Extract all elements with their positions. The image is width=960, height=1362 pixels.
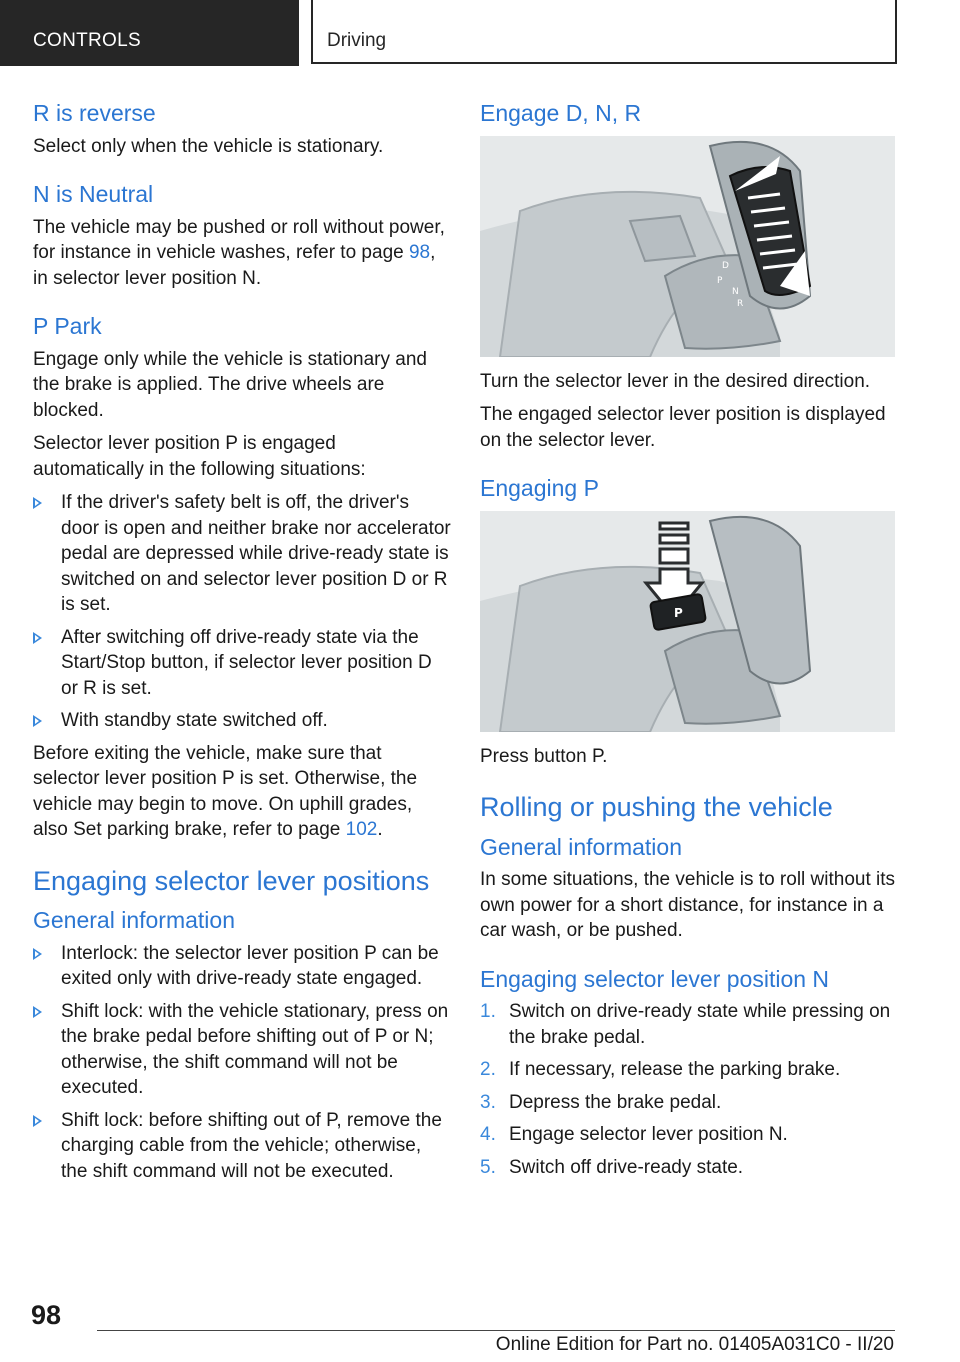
list-item: 1. Switch on drive-ready state while pressing on the brake pedal.: [480, 1001, 891, 1048]
list-item: 3. Depress the brake pedal.: [480, 1090, 898, 1116]
step-number: 2.: [480, 1059, 496, 1081]
footer-divider: [97, 1330, 895, 1331]
general-info-heading-right: General information: [480, 833, 682, 860]
header-section-label: CONTROLS: [33, 30, 141, 51]
general-bullet-list: [33, 941, 451, 1185]
list-item: 4. Engage selector lever position N.: [480, 1122, 898, 1148]
page-link-98[interactable]: 98: [408, 242, 431, 264]
bullet-triangle-icon: [33, 1115, 42, 1127]
list-item: Shift lock: before shifting out of P, remove the charging cable from the vehicle; otherwise, the shift command will not be executed.: [33, 1108, 451, 1185]
park-button-label: P: [674, 605, 683, 620]
gear-label-d: D: [722, 260, 729, 271]
p-park-text-1: Engage only while the vehicle is stationary and the brake is applied. The drive wheels are blocked.: [33, 348, 427, 421]
step-number: 1.: [480, 1001, 496, 1023]
general-info-text: In some situations, the vehicle is to roll without its own power for a short distance, for instance in a car wash, or be pushed.: [480, 869, 896, 942]
engaging-n-steps: [480, 999, 898, 1180]
list-item: Interlock: the selector lever position P can be exited only with drive-ready state engaged.: [33, 941, 451, 992]
bullet-triangle-icon: [33, 1006, 42, 1018]
engaging-n-heading: Engaging selector lever position N: [480, 965, 830, 992]
r-reverse-heading: R is reverse: [33, 100, 156, 126]
selector-lever-turn-illustration: [480, 136, 895, 357]
footer-edition: Online Edition for Part no. 01405A031C0 - II/20: [495, 1334, 894, 1355]
bullet-triangle-icon: [33, 948, 42, 960]
general-info-heading-left: General information: [33, 907, 235, 934]
r-reverse-text: Select only when the vehicle is stationary.: [33, 135, 384, 157]
bullet-triangle-icon: [33, 715, 42, 727]
dnr-text-2: The engaged selector lever position is displayed on the selector lever.: [480, 404, 886, 451]
list-item: After switching off drive-ready state via the Start/Stop button, if selector lever position D or R is set.: [33, 625, 451, 702]
press-p-text: Press button P.: [480, 745, 608, 767]
rolling-pushing-heading: Rolling or pushing the vehicle: [480, 792, 833, 823]
page-link-102[interactable]: 102: [345, 819, 378, 841]
right-column: [480, 100, 898, 1187]
step-number: 4.: [480, 1124, 496, 1146]
gear-label-n: N: [732, 286, 739, 297]
gear-label-r: R: [737, 298, 744, 309]
list-item: 2. If necessary, release the parking brake.: [480, 1057, 898, 1083]
p-park-bullet-list: [33, 490, 451, 734]
engaging-positions-heading: Engaging selector lever positions: [33, 865, 430, 896]
list-item: Shift lock: with the vehicle stationary, press on the brake pedal before shifting out of P or N; otherwise, the shift command will not be executed.: [33, 999, 451, 1101]
dnr-text-1: Turn the selector lever in the desired direction.: [480, 370, 871, 392]
list-item: With standby state switched off.: [33, 708, 451, 734]
bullet-triangle-icon: [33, 632, 42, 644]
step-number: 5.: [480, 1156, 496, 1178]
p-park-heading: P Park: [33, 313, 102, 340]
engage-dnr-heading: Engage D, N, R: [480, 100, 642, 126]
step-number: 3.: [480, 1091, 496, 1113]
header-chapter-label: Driving: [327, 30, 387, 51]
n-neutral-heading: N is Neutral: [33, 181, 154, 208]
header-chapter-tab: [311, 0, 897, 64]
list-item: 5. Switch off drive-ready state.: [480, 1155, 898, 1181]
header-section-tab: [0, 0, 299, 66]
list-item: If the driver's safety belt is off, the driver's door is open and neither brake nor accelerator pedal are depressed while drive-ready state is switched on and selector lever position D or R is set.: [33, 490, 451, 618]
engaging-p-heading: Engaging P: [480, 475, 599, 502]
bullet-triangle-icon: [33, 497, 42, 509]
gear-label-p: P: [717, 275, 723, 286]
left-column: [33, 100, 451, 1191]
page-number: 98: [31, 1300, 62, 1330]
park-button-press-illustration: [480, 511, 895, 732]
p-park-text-3: Before exiting the vehicle, make sure that selector lever position P is set. Otherwise, the vehicle may begin to move. On uphill grades, also Set parking brake, refer to page 102.: [33, 742, 418, 841]
n-neutral-text: The vehicle may be pushed or roll without power, for instance in vehicle washes, refer to page 98, in selector lever position N.: [33, 216, 445, 289]
p-park-text-2: Selector lever position P is engaged automatically in the following situations:: [33, 433, 366, 480]
